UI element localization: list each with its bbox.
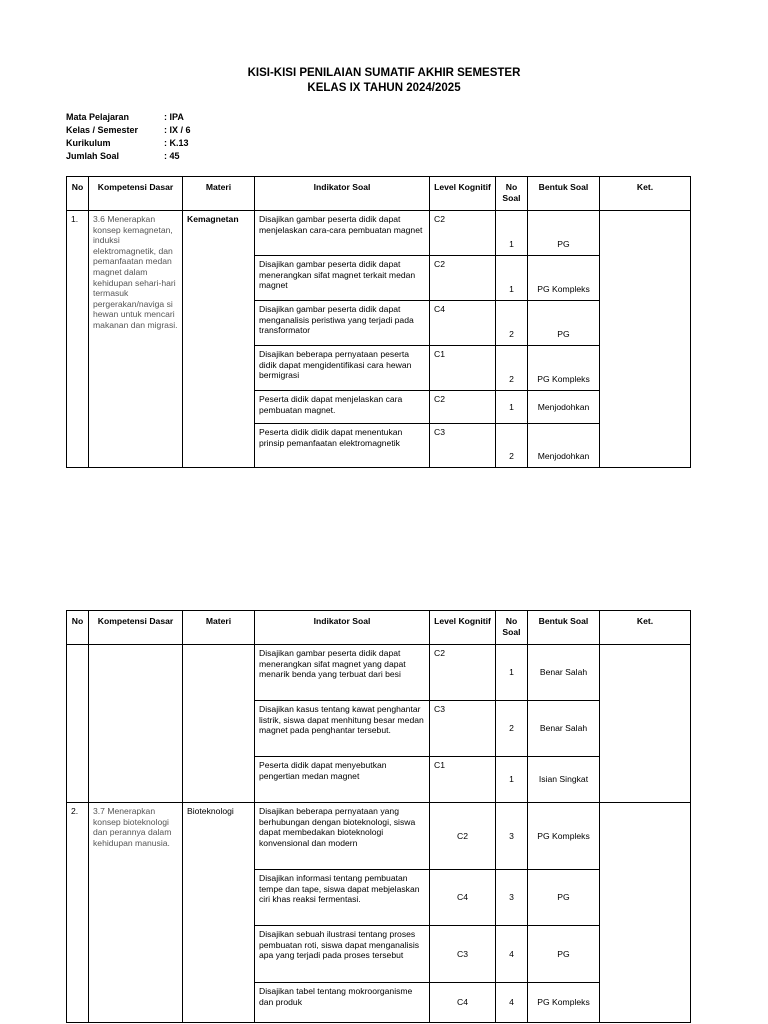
- materi: [183, 645, 255, 803]
- header-kd: Kompetensi Dasar: [89, 177, 183, 211]
- meta-value: : IX / 6: [164, 125, 191, 135]
- meta-row-curriculum: [66, 137, 191, 150]
- meta-key: Mata Pelajaran: [66, 112, 130, 122]
- indikator: Disajikan informasi tentang pembuatan tempe dan tape, siswa dapat mebjelaskan ciri khas reaksi fermentasi.: [255, 870, 430, 926]
- kompetensi-dasar: 3.7 Menerapkan konsep bioteknologi dan perannya dalam kehidupan manusia.: [89, 803, 183, 1023]
- no-soal: 2: [496, 301, 528, 346]
- document-title: KISI-KISI PENILAIAN SUMATIF AKHIR SEMESTER: [247, 67, 521, 79]
- level-kognitif: C4: [430, 301, 496, 346]
- header-indikator: Indikator Soal: [255, 177, 430, 211]
- indikator: Peserta didik dapat menyebutkan pengertian medan magnet: [255, 757, 430, 803]
- indikator: Peserta didik dapat menjelaskan cara pembuatan magnet.: [255, 391, 430, 424]
- kisi-table-1: [66, 176, 691, 468]
- bentuk-soal: PG: [528, 926, 600, 983]
- no-soal: 4: [496, 983, 528, 1023]
- row-number: [67, 645, 89, 803]
- no-soal: 1: [496, 645, 528, 701]
- keterangan: [600, 211, 691, 468]
- table-row: [67, 803, 691, 870]
- meta-value: : K.13: [164, 138, 189, 148]
- header-materi: Materi: [183, 177, 255, 211]
- header-kd: Kompetensi Dasar: [89, 611, 183, 645]
- indikator: Disajikan gambar peserta didik dapat menjelaskan cara-cara pembuatan magnet: [255, 211, 430, 256]
- level-kognitif: C2: [430, 645, 496, 701]
- row-number: 2.: [67, 803, 89, 1023]
- level-kognitif: C2: [430, 211, 496, 256]
- bentuk-soal: PG: [528, 870, 600, 926]
- meta-value: : 45: [164, 151, 180, 161]
- level-kognitif: C1: [430, 757, 496, 803]
- keterangan: [600, 645, 691, 803]
- header-bentuk: Bentuk Soal: [528, 177, 600, 211]
- bentuk-soal: PG Kompleks: [528, 346, 600, 391]
- header-no: No: [67, 177, 89, 211]
- table-header-row: [67, 177, 691, 211]
- indikator: Peserta didik didik dapat menentukan prinsip pemanfaatan elektromagnetik: [255, 424, 430, 468]
- no-soal: 2: [496, 424, 528, 468]
- header-materi: Materi: [183, 611, 255, 645]
- materi: Kemagnetan: [183, 211, 255, 468]
- bentuk-soal: PG: [528, 211, 600, 256]
- bentuk-soal: PG Kompleks: [528, 803, 600, 870]
- row-number: 1.: [67, 211, 89, 468]
- kompetensi-dasar: [89, 645, 183, 803]
- header-no-soal: No Soal: [496, 177, 528, 211]
- meta-info: [66, 111, 191, 163]
- level-kognitif: C1: [430, 346, 496, 391]
- table-row: [67, 211, 691, 256]
- no-soal: 1: [496, 256, 528, 301]
- no-soal: 2: [496, 701, 528, 757]
- level-kognitif: C2: [430, 256, 496, 301]
- meta-row-class: [66, 124, 191, 137]
- table-header-row: [67, 611, 691, 645]
- kompetensi-dasar: 3.6 Menerapkan konsep kemagnetan, induksi elektromagnetik, dan pemanfaatan medan magnet dalam kehidupan sehari-hari termasuk pergerakan/naviga si hewan untuk mencari makanan dan migrasi.: [89, 211, 183, 468]
- no-soal: 1: [496, 391, 528, 424]
- meta-key: Kelas / Semester: [66, 125, 139, 135]
- bentuk-soal: PG Kompleks: [528, 256, 600, 301]
- document-subtitle: KELAS IX TAHUN 2024/2025: [307, 82, 461, 94]
- indikator: Disajikan gambar peserta didik dapat menerangkan sifat magnet yang dapat menarik benda yang terbuat dari besi: [255, 645, 430, 701]
- header-bentuk: Bentuk Soal: [528, 611, 600, 645]
- indikator: Disajikan beberapa pernyataan peserta didik dapat mengidentifikasi cara hewan bermigrasi: [255, 346, 430, 391]
- indikator: Disajikan gambar peserta didik dapat menerangkan sifat magnet terkait medan magnet: [255, 256, 430, 301]
- meta-value: : IPA: [164, 112, 184, 122]
- header-ket: Ket.: [600, 611, 691, 645]
- indikator: Disajikan sebuah ilustrasi tentang proses pembuatan roti, siswa dapat menganalisis apa yang terjadi pada proses tersebut: [255, 926, 430, 983]
- bentuk-soal: Benar Salah: [528, 645, 600, 701]
- no-soal: 2: [496, 346, 528, 391]
- bentuk-soal: PG Kompleks: [528, 983, 600, 1023]
- header-indikator: Indikator Soal: [255, 611, 430, 645]
- no-soal: 1: [496, 211, 528, 256]
- level-kognitif: C3: [430, 424, 496, 468]
- header-ket: Ket.: [600, 177, 691, 211]
- indikator: Disajikan kasus tentang kawat penghantar listrik, siswa dapat menhitung besar medan magnet pada penghantar tersebut.: [255, 701, 430, 757]
- no-soal: 3: [496, 803, 528, 870]
- table-row: [67, 645, 691, 701]
- bentuk-soal: Benar Salah: [528, 701, 600, 757]
- level-kognitif: C4: [430, 870, 496, 926]
- header-level: Level Kognitif: [430, 611, 496, 645]
- meta-row-count: [66, 150, 191, 163]
- keterangan: [600, 803, 691, 1023]
- bentuk-soal: Menjodohkan: [528, 391, 600, 424]
- header-level: Level Kognitif: [430, 177, 496, 211]
- materi: Bioteknologi: [183, 803, 255, 1023]
- header-no: No: [67, 611, 89, 645]
- bentuk-soal: PG: [528, 301, 600, 346]
- no-soal: 4: [496, 926, 528, 983]
- meta-row-subject: [66, 111, 191, 124]
- kisi-table-2: [66, 610, 691, 1023]
- level-kognitif: C2: [430, 803, 496, 870]
- no-soal: 1: [496, 757, 528, 803]
- indikator: Disajikan gambar peserta didik dapat menganalisis peristiwa yang terjadi pada transformator: [255, 301, 430, 346]
- no-soal: 3: [496, 870, 528, 926]
- bentuk-soal: Menjodohkan: [528, 424, 600, 468]
- level-kognitif: C2: [430, 391, 496, 424]
- level-kognitif: C4: [430, 983, 496, 1023]
- indikator: Disajikan tabel tentang mokroorganisme dan produk: [255, 983, 430, 1023]
- level-kognitif: C3: [430, 926, 496, 983]
- meta-key: Kurikulum: [66, 138, 111, 148]
- indikator: Disajikan beberapa pernyataan yang berhubungan dengan bioteknologi, siswa dapat membedakan bioteknologi konvensional dan modern: [255, 803, 430, 870]
- meta-key: Jumlah Soal: [66, 151, 120, 161]
- level-kognitif: C3: [430, 701, 496, 757]
- bentuk-soal: Isian Singkat: [528, 757, 600, 803]
- header-no-soal: No Soal: [496, 611, 528, 645]
